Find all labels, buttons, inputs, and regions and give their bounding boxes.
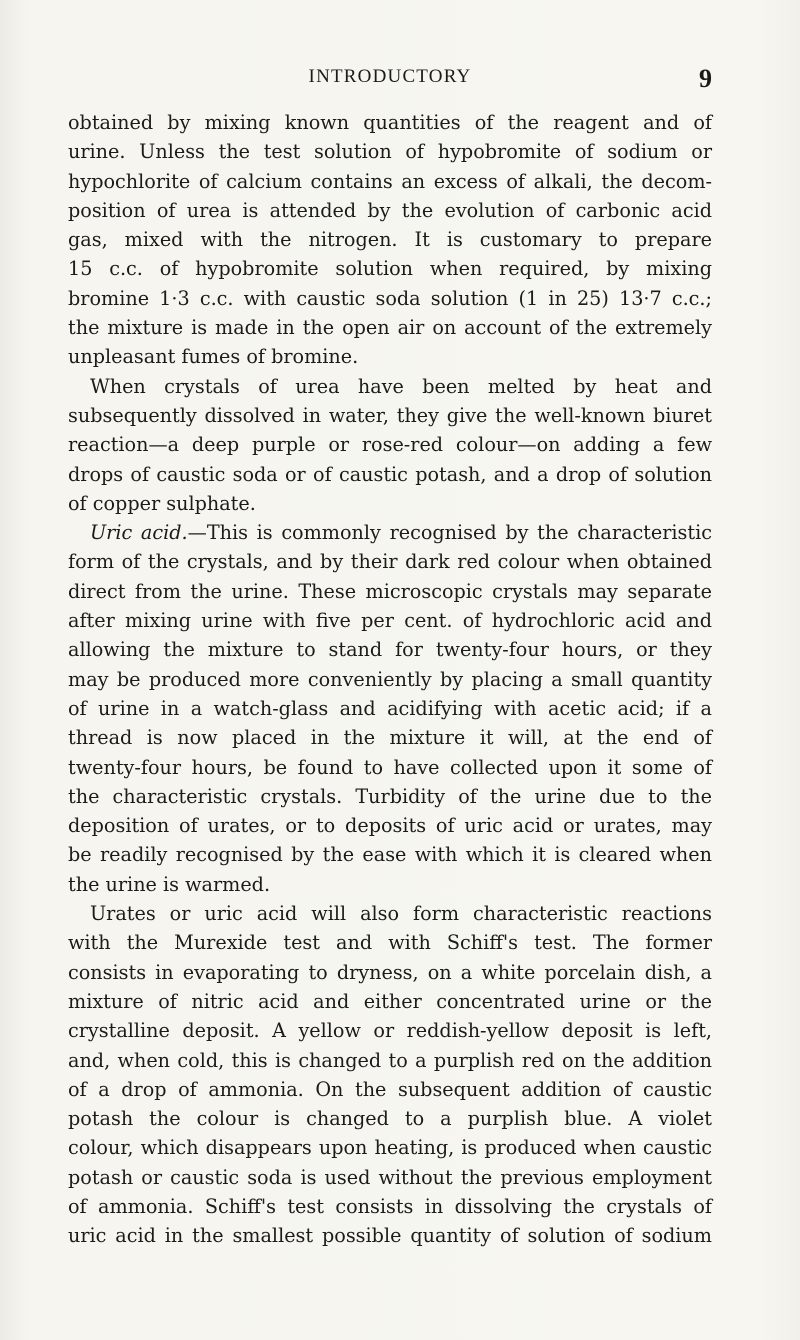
text-line: bromine 1·3 c.c. with caustic soda solution (1 in 25) 13·7 c.c.; [68, 286, 712, 310]
text-line: be readily recognised by the ease with which it is cleared when [68, 843, 712, 867]
text-line: after mixing urine with five per cent. of hydrochloric acid and [68, 609, 712, 633]
paragraph-urea-reagent [68, 108, 712, 372]
text-line: consists in evaporating to dryness, on a white porcelain dish, a [68, 960, 712, 984]
text-line-rest: —This is commonly recognised by the characteristic [187, 521, 712, 545]
text-line: position of urea is attended by the evolution of carbonic acid [68, 198, 712, 222]
text-line: 15 c.c. of hypobromite solution when required, by mixing [68, 257, 712, 281]
text-line: obtained by mixing known quantities of the reagent and of [68, 111, 712, 134]
text-line: the mixture is made in the open air on account of the extremely [68, 316, 712, 340]
text-line: twenty-four hours, be found to have collected upon it some of [68, 755, 712, 779]
page-number: 9 [699, 64, 712, 93]
text-line: crystalline deposit. A yellow or reddish-yellow deposit is left, [68, 1019, 712, 1043]
text-line: unpleasant fumes of bromine. [68, 345, 359, 369]
text-line: reaction—a deep purple or rose-red colour—on adding a few [68, 433, 712, 457]
text-line: the characteristic crystals. Turbidity of the urine due to the [68, 784, 712, 808]
paragraph-uric-acid [68, 518, 712, 899]
text-line: potash or caustic soda is used without the previous employment [68, 1165, 712, 1189]
body-text [68, 108, 712, 1251]
text-line: gas, mixed with the nitrogen. It is customary to prepare [68, 228, 712, 252]
text-line: uric acid in the smallest possible quantity of solution of sodium [68, 1224, 712, 1248]
text-line: When crystals of urea have been melted by heat and [90, 374, 712, 398]
text-line: direct from the urine. These microscopic crystals may separate [68, 579, 712, 603]
text-line: allowing the mixture to stand for twenty-four hours, or they [68, 638, 712, 662]
text-line: and, when cold, this is changed to a purplish red on the addition [68, 1048, 712, 1072]
paragraph-murexide-schiff [68, 899, 712, 1251]
text-line: Urates or uric acid will also form characteristic reactions [90, 902, 712, 926]
text-line: mixture of nitric acid and either concentrated urine or the [68, 989, 712, 1013]
text-line: deposition of urates, or to deposits of uric acid or urates, may [68, 814, 712, 838]
text-line: urine. Unless the test solution of hypobromite of sodium or [68, 140, 712, 164]
text-line: with the Murexide test and with Schiff's test. The former [68, 931, 712, 955]
text-line: drops of caustic soda or of caustic potash, and a drop of solution [68, 462, 712, 486]
text-line: of ammonia. Schiff's test consists in dissolving the crystals of [68, 1194, 712, 1218]
text-line [68, 518, 712, 547]
text-line: subsequently dissolved in water, they give the well-known biuret [68, 403, 712, 427]
text-line: thread is now placed in the mixture it will, at the end of [68, 726, 712, 750]
text-line: hypochlorite of calcium contains an excess of alkali, the decom- [68, 169, 712, 193]
text-line: of copper sulphate. [68, 491, 256, 515]
running-head: INTRODUCTORY [308, 66, 472, 87]
text-line: of a drop of ammonia. On the subsequent addition of caustic [68, 1077, 712, 1101]
text-line: form of the crystals, and by their dark red colour when obtained [68, 550, 712, 574]
text-line: the urine is warmed. [68, 872, 271, 896]
text-line: colour, which disappears upon heating, is produced when caustic [68, 1136, 712, 1160]
text-line: of urine in a watch-glass and acidifying with acetic acid; if a [68, 696, 712, 720]
text-line: may be produced more conveniently by placing a small quantity [68, 667, 712, 691]
text-line: potash the colour is changed to a purplish blue. A violet [68, 1107, 712, 1131]
page-header [68, 64, 712, 94]
paragraph-biuret-reaction [68, 372, 712, 518]
section-lead-uric-acid: Uric acid. [90, 521, 188, 545]
